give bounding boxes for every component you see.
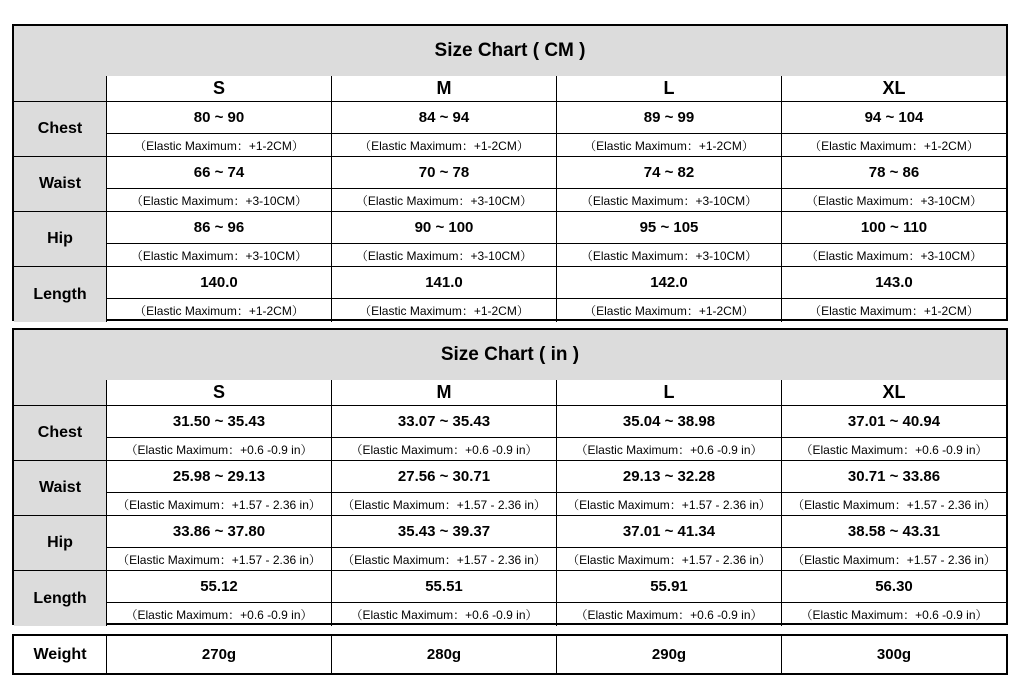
size-header-row	[14, 380, 1006, 406]
table-cell	[332, 212, 557, 266]
size-chart-in-table	[12, 328, 1008, 625]
measurement-value: 33.86 ~ 37.80	[107, 516, 331, 548]
table-row-hip	[14, 516, 1006, 571]
size-header-xl: XL	[782, 380, 1006, 405]
table-cell	[107, 267, 332, 322]
measurement-value: 66 ~ 74	[107, 157, 331, 189]
size-header-s: S	[107, 76, 332, 101]
elastic-note: （Elastic Maximum：+1.57 - 2.36 in）	[792, 552, 996, 567]
table-cell	[332, 516, 557, 570]
elastic-note: （Elastic Maximum：+1.57 - 2.36 in）	[117, 497, 321, 512]
measurement-value: 33.07 ~ 35.43	[332, 406, 556, 438]
table-cell	[107, 102, 332, 156]
measurement-value: 38.58 ~ 43.31	[782, 516, 1006, 548]
table-cell	[557, 461, 782, 515]
table-cell	[557, 157, 782, 211]
row-label: Hip	[14, 212, 107, 266]
measurement-value: 84 ~ 94	[332, 102, 556, 134]
table-cell	[557, 102, 782, 156]
measurement-value: 143.0	[782, 267, 1006, 299]
elastic-note: （Elastic Maximum：+1-2CM）	[584, 304, 754, 318]
elastic-note: （Elastic Maximum：+3-10CM）	[805, 248, 983, 263]
weight-table	[12, 634, 1008, 675]
measurement-value: 80 ~ 90	[107, 102, 331, 134]
table-cell	[782, 157, 1006, 211]
measurement-value: 37.01 ~ 41.34	[557, 516, 781, 548]
elastic-note: （Elastic Maximum：+3-10CM）	[805, 193, 983, 208]
elastic-note: （Elastic Maximum：+1-2CM）	[134, 304, 304, 318]
table-cell	[782, 212, 1006, 266]
table-row-length	[14, 571, 1006, 626]
measurement-value: 55.91	[557, 571, 781, 603]
size-header-l: L	[557, 76, 782, 101]
weight-value-s: 270g	[107, 636, 332, 673]
elastic-note: （Elastic Maximum：+3-10CM）	[130, 248, 308, 263]
size-chart-cm-table	[12, 24, 1008, 321]
row-label: Length	[14, 571, 107, 626]
size-header-l: L	[557, 380, 782, 405]
table-cell	[107, 516, 332, 570]
size-header-m: M	[332, 380, 557, 405]
measurement-value: 35.04 ~ 38.98	[557, 406, 781, 438]
elastic-note: （Elastic Maximum：+0.6 -0.9 in）	[800, 608, 988, 622]
table-title: Size Chart ( in )	[14, 330, 1006, 381]
row-label: Waist	[14, 461, 107, 515]
measurement-value: 74 ~ 82	[557, 157, 781, 189]
table-cell	[332, 406, 557, 460]
elastic-note: （Elastic Maximum：+1-2CM）	[584, 138, 754, 153]
measurement-value: 37.01 ~ 40.94	[782, 406, 1006, 438]
row-label: Chest	[14, 406, 107, 460]
elastic-note: （Elastic Maximum：+1-2CM）	[809, 138, 979, 153]
measurement-value: 89 ~ 99	[557, 102, 781, 134]
table-cell	[557, 267, 782, 322]
elastic-note: （Elastic Maximum：+0.6 -0.9 in）	[575, 442, 763, 457]
measurement-value: 140.0	[107, 267, 331, 299]
table-row-waist	[14, 157, 1006, 212]
elastic-note: （Elastic Maximum：+3-10CM）	[580, 193, 758, 208]
table-cell	[782, 461, 1006, 515]
table-cell	[332, 157, 557, 211]
table-row-hip	[14, 212, 1006, 267]
header-corner	[14, 380, 107, 405]
elastic-note: （Elastic Maximum：+1.57 - 2.36 in）	[342, 552, 546, 567]
row-label: Hip	[14, 516, 107, 570]
size-header-row	[14, 76, 1006, 102]
measurement-value: 100 ~ 110	[782, 212, 1006, 244]
table-row-chest	[14, 406, 1006, 461]
weight-value-xl: 300g	[876, 646, 912, 663]
measurement-value: 56.30	[782, 571, 1006, 603]
table-cell	[557, 406, 782, 460]
table-cell	[557, 516, 782, 570]
measurement-value: 141.0	[332, 267, 556, 299]
size-header-s: S	[107, 380, 332, 405]
table-row-length	[14, 267, 1006, 322]
table-cell	[782, 102, 1006, 156]
elastic-note: （Elastic Maximum：+1-2CM）	[809, 304, 979, 318]
elastic-note: （Elastic Maximum：+1.57 - 2.36 in）	[792, 497, 996, 512]
elastic-note: （Elastic Maximum：+0.6 -0.9 in）	[350, 442, 538, 457]
size-header-xl: XL	[782, 76, 1006, 101]
table-cell	[557, 571, 782, 626]
measurement-value: 29.13 ~ 32.28	[557, 461, 781, 493]
measurement-value: 95 ~ 105	[557, 212, 781, 244]
row-label: Chest	[14, 102, 107, 156]
table-cell	[557, 212, 782, 266]
table-cell	[782, 516, 1006, 570]
elastic-note: （Elastic Maximum：+3-10CM）	[355, 248, 533, 263]
table-cell	[782, 267, 1006, 322]
weight-value-m: 280g	[332, 636, 557, 673]
weight-label: Weight	[14, 636, 107, 673]
measurement-value: 55.12	[107, 571, 331, 603]
table-title: Size Chart ( CM )	[14, 26, 1006, 77]
elastic-note: （Elastic Maximum：+1.57 - 2.36 in）	[567, 497, 771, 512]
table-cell	[107, 157, 332, 211]
elastic-note: （Elastic Maximum：+0.6 -0.9 in）	[575, 608, 763, 622]
table-cell	[107, 461, 332, 515]
measurement-value: 90 ~ 100	[332, 212, 556, 244]
weight-value-l: 290g	[557, 636, 782, 673]
measurement-value: 86 ~ 96	[107, 212, 331, 244]
elastic-note: （Elastic Maximum：+1-2CM）	[134, 138, 304, 153]
table-cell	[107, 571, 332, 626]
size-header-m: M	[332, 76, 557, 101]
measurement-value: 25.98 ~ 29.13	[107, 461, 331, 493]
table-cell	[107, 212, 332, 266]
measurement-value: 78 ~ 86	[782, 157, 1006, 189]
elastic-note: （Elastic Maximum：+0.6 -0.9 in）	[125, 608, 313, 622]
elastic-note: （Elastic Maximum：+0.6 -0.9 in）	[350, 608, 538, 622]
measurement-value: 142.0	[557, 267, 781, 299]
header-corner	[14, 76, 107, 101]
measurement-value: 35.43 ~ 39.37	[332, 516, 556, 548]
elastic-note: （Elastic Maximum：+1.57 - 2.36 in）	[567, 552, 771, 567]
elastic-note: （Elastic Maximum：+1.57 - 2.36 in）	[342, 497, 546, 512]
elastic-note: （Elastic Maximum：+1.57 - 2.36 in）	[117, 552, 321, 567]
elastic-note: （Elastic Maximum：+3-10CM）	[355, 193, 533, 208]
row-label: Waist	[14, 157, 107, 211]
table-cell	[107, 406, 332, 460]
table-row-waist	[14, 461, 1006, 516]
row-label: Length	[14, 267, 107, 322]
elastic-note: （Elastic Maximum：+0.6 -0.9 in）	[125, 442, 313, 457]
measurement-value: 94 ~ 104	[782, 102, 1006, 134]
table-cell	[332, 571, 557, 626]
measurement-value: 30.71 ~ 33.86	[782, 461, 1006, 493]
table-cell	[332, 267, 557, 322]
table-cell	[332, 461, 557, 515]
measurement-value: 31.50 ~ 35.43	[107, 406, 331, 438]
table-cell	[782, 406, 1006, 460]
elastic-note: （Elastic Maximum：+1-2CM）	[359, 138, 529, 153]
elastic-note: （Elastic Maximum：+3-10CM）	[130, 193, 308, 208]
elastic-note: （Elastic Maximum：+0.6 -0.9 in）	[800, 442, 988, 457]
table-row-chest	[14, 102, 1006, 157]
elastic-note: （Elastic Maximum：+3-10CM）	[580, 248, 758, 263]
measurement-value: 70 ~ 78	[332, 157, 556, 189]
measurement-value: 27.56 ~ 30.71	[332, 461, 556, 493]
elastic-note: （Elastic Maximum：+1-2CM）	[359, 304, 529, 318]
table-cell	[782, 571, 1006, 626]
measurement-value: 55.51	[332, 571, 556, 603]
table-cell	[332, 102, 557, 156]
